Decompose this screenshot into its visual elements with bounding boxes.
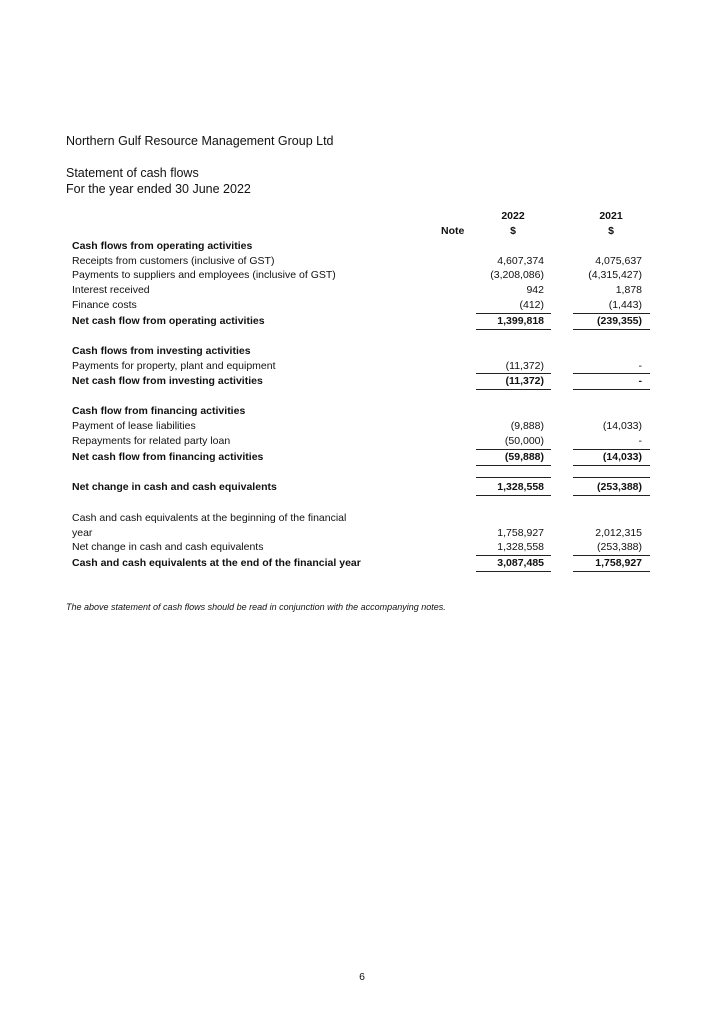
row-value-2021: (4,315,427)	[588, 269, 642, 281]
total-rule	[573, 389, 650, 390]
total-rule	[476, 495, 551, 496]
total-rule	[573, 329, 650, 330]
net-change-2021: (253,388)	[597, 481, 642, 493]
subtotal-rule	[476, 313, 551, 314]
total-rule	[476, 329, 551, 330]
total-rule	[573, 465, 650, 466]
organisation-name: Northern Gulf Resource Management Group Ltd	[66, 134, 334, 148]
total-rule	[573, 495, 650, 496]
closing-net-change-2021: (253,388)	[597, 541, 642, 553]
subtotal-rule	[476, 477, 551, 478]
operating-total-2022: 1,399,818	[497, 315, 544, 327]
currency-2021-header: $	[608, 225, 614, 237]
row-value-2022: (11,372)	[505, 360, 544, 372]
row-value-2021: -	[638, 360, 642, 372]
subtotal-rule	[573, 373, 650, 374]
row-value-2022: (9,888)	[510, 420, 544, 432]
closing-net-change-label: Net change in cash and cash equivalents	[72, 541, 264, 553]
row-value-2021: 4,075,637	[595, 255, 642, 267]
row-label: Payments for property, plant and equipment	[72, 360, 276, 372]
total-rule	[476, 571, 551, 572]
row-label: Repayments for related party loan	[72, 435, 231, 447]
investing-total-2021: -	[638, 375, 642, 387]
investing-heading: Cash flows from investing activities	[72, 345, 251, 357]
operating-total-label: Net cash flow from operating activities	[72, 315, 265, 327]
total-rule	[476, 465, 551, 466]
subtotal-rule	[476, 373, 551, 374]
row-label: Payment of lease liabilities	[72, 420, 196, 432]
closing-cash-2022: 3,087,485	[497, 557, 544, 569]
row-value-2022: (412)	[519, 299, 544, 311]
opening-cash-label-line2: year	[72, 527, 93, 539]
financing-heading: Cash flow from financing activities	[72, 405, 246, 417]
subtotal-rule	[476, 555, 551, 556]
total-rule	[573, 571, 650, 572]
operating-heading: Cash flows from operating activities	[72, 240, 253, 252]
row-label: Receipts from customers (inclusive of GST)	[72, 255, 275, 267]
statement-title: Statement of cash flows	[66, 166, 199, 180]
row-value-2022: 942	[526, 284, 544, 296]
closing-cash-label: Cash and cash equivalents at the end of the financial year	[72, 557, 361, 569]
year-2021-header: 2021	[599, 210, 623, 222]
row-value-2022: 4,607,374	[497, 255, 544, 267]
closing-cash-2021: 1,758,927	[595, 557, 642, 569]
operating-total-2021: (239,355)	[597, 315, 642, 327]
opening-cash-label-line1: Cash and cash equivalents at the beginning of the financial	[72, 512, 347, 524]
investing-total-label: Net cash flow from investing activities	[72, 375, 263, 387]
opening-cash-2022: 1,758,927	[497, 527, 544, 539]
currency-2022-header: $	[510, 225, 516, 237]
footnote: The above statement of cash flows should be read in conjunction with the accompanying notes.	[66, 602, 446, 612]
subtotal-rule	[573, 449, 650, 450]
financing-total-label: Net cash flow from financing activities	[72, 451, 264, 463]
net-change-2022: 1,328,558	[497, 481, 544, 493]
row-value-2021: -	[638, 435, 642, 447]
row-label: Finance costs	[72, 299, 137, 311]
year-2022-header: 2022	[501, 210, 525, 222]
note-header: Note	[441, 225, 465, 237]
net-change-label: Net change in cash and cash equivalents	[72, 481, 277, 493]
row-value-2022: (3,208,086)	[490, 269, 544, 281]
row-label: Interest received	[72, 284, 150, 296]
financing-total-2021: (14,033)	[602, 451, 642, 463]
subtotal-rule	[573, 477, 650, 478]
row-label: Payments to suppliers and employees (inclusive of GST)	[72, 269, 336, 281]
total-rule	[476, 389, 551, 390]
row-value-2021: (1,443)	[608, 299, 642, 311]
row-value-2021: 1,878	[615, 284, 642, 296]
subtotal-rule	[573, 313, 650, 314]
row-value-2021: (14,033)	[602, 420, 642, 432]
closing-net-change-2022: 1,328,558	[497, 541, 544, 553]
subtotal-rule	[476, 449, 551, 450]
investing-total-2022: (11,372)	[505, 375, 544, 387]
financing-total-2022: (59,888)	[504, 451, 544, 463]
opening-cash-2021: 2,012,315	[595, 527, 642, 539]
statement-period: For the year ended 30 June 2022	[66, 182, 251, 196]
subtotal-rule	[573, 555, 650, 556]
page-number: 6	[359, 971, 365, 983]
row-value-2022: (50,000)	[504, 435, 544, 447]
